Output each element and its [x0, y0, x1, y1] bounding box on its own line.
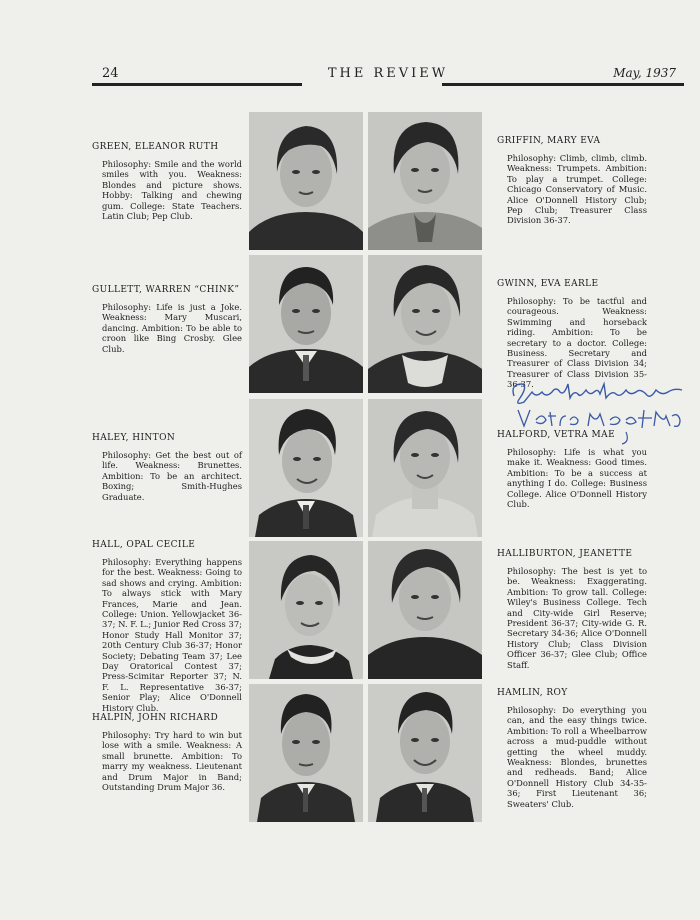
- header-rule-left: [92, 83, 302, 86]
- portrait-hall-opal: [249, 541, 363, 679]
- portrait-halpin-john: [249, 684, 363, 822]
- student-bio: Philosophy: Everything happens for the best. Weakness: Going to sad shows and crying. Ambition: To always stick with Mary Frances, Marie and Jean. College: Union. Yellowjacket 36-37; N. F. L.; Junior Red Cross 37; Honor Study Hall Monitor 37; 20th Century Club 36-37; Honor Society; Debating Team 37; Lee Day Oratorical Contest 37; Press-Scimitar Reporter 37; N. F. L. Representative 36-37; Senior Play; Alice O'Donnell History Club.: [102, 557, 242, 713]
- student-bio: Philosophy: Climb, climb, climb. Weakness: Trumpets. Ambition: To play a trumpet. College: Chicago Conservatory of Music. Alice O'Donnell History Club; Pep Club; Treasurer Class Division 36-37.: [507, 153, 647, 226]
- student-name: HALFORD, VETRA MAE: [497, 430, 616, 440]
- publication-title: THE REVIEW: [327, 66, 449, 81]
- portrait-griffin-mary: [368, 112, 482, 250]
- portrait-gullett-warren: [249, 255, 363, 393]
- student-name: HALPIN, JOHN RICHARD: [92, 713, 219, 723]
- portrait-haley-hinton: [249, 399, 363, 537]
- student-name: HALL, OPAL CECILE: [92, 540, 196, 550]
- student-name: GWINN, EVA EARLE: [497, 279, 599, 289]
- student-bio: Philosophy: The best is yet to be. Weakness: Exaggerating. Ambition: To grow tall. College: Wiley's Business College. Tech and City-wide Girl Reserve; President 36-37; City-wide G. R. Secretary 34-36; Alice O'Donnell History Club; Class Division Officer 36-37; Glee Club; Office Staff.: [507, 566, 647, 670]
- entry-griffin-mary: [497, 136, 647, 226]
- student-name: HALLIBURTON, JEANETTE: [497, 549, 633, 559]
- student-name: HAMLIN, ROY: [497, 688, 568, 698]
- student-name: HALEY, HINTON: [92, 433, 176, 443]
- entry-halliburton-jeanette: [497, 549, 647, 670]
- entry-haley-hinton: [92, 433, 242, 502]
- student-bio: Philosophy: Life is what you make it. Weakness: Good times. Ambition: To be a success at anything I do. College: Business College. Alice O'Donnell History Club.: [507, 447, 647, 510]
- portrait-halliburton-jeanette: [368, 541, 482, 679]
- entry-hamlin-roy: [497, 688, 647, 809]
- student-bio: Philosophy: To be tactful and courageous. Weakness: Swimming and horseback riding. Ambition: To be secretary to a doctor. College: Business. Secretary and Treasurer of Class Division 34; Treasurer of Class Division 35-36-37.: [507, 296, 647, 390]
- student-bio: Philosophy: Try hard to win but lose with a smile. Weakness: A small brunette. Ambition: To marry my weakness. Lieutenant and Drum Major in Band; Outstanding Drum Major 36.: [102, 730, 242, 793]
- student-bio: Philosophy: Smile and the world smiles with you. Weakness: Blondes and picture shows. Hobby: Talking and chewing gum. College: State Teachers. Latin Club; Pep Club.: [102, 159, 242, 222]
- entry-green-eleanor: [92, 142, 242, 221]
- student-name: GULLETT, WARREN “CHINK”: [92, 285, 240, 295]
- portrait-green-eleanor: [249, 112, 363, 250]
- portrait-gwinn-eva: [368, 255, 482, 393]
- entry-hall-opal: [92, 540, 242, 713]
- autograph-signature: [508, 376, 688, 446]
- student-name: GRIFFIN, MARY EVA: [497, 136, 601, 146]
- portrait-halford-vetra: [368, 399, 482, 537]
- entry-halpin-john: [92, 713, 242, 792]
- entry-gullett-warren: [92, 285, 242, 354]
- entry-gwinn-eva: [497, 279, 647, 390]
- student-bio: Philosophy: Life is just a Joke. Weakness: Mary Muscari, dancing. Ambition: To be able to croon like Bing Crosby. Glee Club.: [102, 302, 242, 354]
- portrait-hamlin-roy: [368, 684, 482, 822]
- page-number: 24: [102, 66, 119, 81]
- issue-date: May, 1937: [613, 66, 676, 80]
- student-name: GREEN, ELEANOR RUTH: [92, 142, 219, 152]
- student-bio: Philosophy: Get the best out of life. Weakness: Brunettes. Ambition: To be an architect. Boxing; Smith-Hughes Graduate.: [102, 450, 242, 502]
- header-rule-right: [442, 83, 684, 86]
- student-bio: Philosophy: Do everything you can, and the easy things twice. Ambition: To roll a Wheelbarrow across a mud-puddle without getting the wheel muddy. Weakness: Blondes, brunettes and redheads. Band; Alice O'Donnell History Club 34-35-36; First Lieutenant 36; Sweaters' Club.: [507, 705, 647, 809]
